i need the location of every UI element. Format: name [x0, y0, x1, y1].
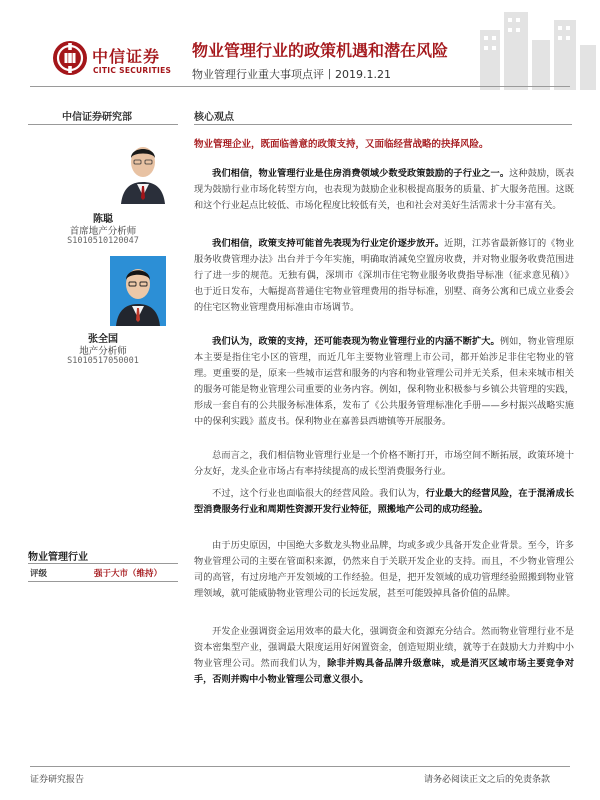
paragraph: [194, 486, 574, 518]
rating-bottom-divider: [28, 581, 178, 582]
paragraph: [194, 624, 574, 688]
paragraph: [194, 166, 574, 214]
analyst-role: 地产分析师: [79, 346, 127, 357]
paragraph-lead: 我们认为，政策的支持，还可能表现为物业管理行业的内涵不断扩大。: [212, 336, 500, 347]
paragraph: [194, 236, 574, 316]
research-dept-heading: 中信证券研究部: [62, 112, 132, 123]
report-header: [0, 0, 600, 100]
brand-name-cn: 中信证券: [92, 47, 161, 66]
building-pattern-icon: [470, 0, 600, 100]
paragraph-body: 近期，江苏省最新修订的《物业服务收费管理办法》出台并于今年实施，明确取消减免空置房收费，并对物业服务收费范围进行了进一步的规范。无独有偶，深圳市《深圳市住宅物业服务收费指导标准（征求意见稿）》也于近日发布，大幅提高普通住宅物业管理费用的指导标准，别墅、商务公寓和已成立业委会的住宅区物业管理费用标准由市场调节。: [194, 238, 575, 313]
left-heading-divider: [28, 124, 178, 125]
analyst-role: 首席地产分析师: [69, 226, 137, 237]
paragraph-lead: 我们相信，政策支持可能首先表现为行业定价逐步放开。: [212, 238, 445, 249]
analyst-license-id: S1010510120047: [67, 236, 139, 246]
footer-disclaimer: 请务必阅读正文之后的免责条款: [423, 775, 550, 785]
brand-name-en: CITIC SECURITIES: [93, 66, 172, 75]
paragraph-body: 总而言之，我们相信物业管理行业是一个价格不断打开，市场空间不断拓展，政策环境十分友好，龙头企业市场占有率持续提高的成长型消费服务行业。: [194, 450, 574, 477]
analyst-photo-chen: [115, 134, 171, 204]
report-subtitle: 物业管理行业重大事项点评丨2019.1.21: [192, 68, 391, 81]
paragraph-lead: 我们相信，物业管理行业是住房消费领域少数受政策鼓励的子行业之一。: [212, 168, 510, 179]
paragraph-body: 不过，这个行业也面临很大的经营风险。我们认为，: [212, 488, 426, 499]
report-title: 物业管理行业的政策机遇和潜在风险: [192, 41, 449, 60]
summary-statement: 物业管理企业，既面临善意的政策支持，又面临经营战略的抉择风险。: [194, 139, 489, 150]
rating-label: 评级: [30, 569, 48, 579]
analyst-license-id: S1010517050001: [67, 356, 139, 366]
rating-row: [28, 566, 178, 580]
rating-value: 强于大市（维持）: [94, 569, 163, 579]
footer-report-type: 证券研究报告: [30, 775, 85, 785]
paragraph-body: 例如，物业管理原本主要是指住宅小区的管理，而近几年主要物业管理上市公司，都开始涉足非住宅物业的管理。更重要的是，原来一些城市运营和服务的内容和物业管理公司并无关系，但未来城市相关的服务可能是物业管理公司重要的业务内容。例如，保利物业积极参与乡镇公共管理的实践，形成一套自有的公共服务标准体系，发布了《公共服务管理标准化手册——乡村振兴战略实施中的保利实践》蓝皮书。保利物业在嘉善县西塘镇等开展服务。: [194, 336, 575, 427]
industry-name: 物业管理行业: [28, 552, 88, 563]
analyst-photo-zhang: [110, 256, 166, 326]
analyst-name: 张全国: [88, 334, 118, 345]
paragraph-tail-bold: 行业最大的经营风险，在于混淆成长型消费服务行业和周期性资源开发行业特征，照搬地产公司的成功经验。: [194, 488, 575, 515]
analyst-name: 陈聪: [93, 214, 113, 225]
core-view-heading: 核心观点: [194, 112, 234, 123]
paragraph: [194, 538, 574, 602]
main-heading-divider: [194, 124, 572, 125]
paragraph-body: 开发企业强调资金运用效率的最大化，强调资金和资源充分结合。然而物业管理行业不是资本密集型产业，强调最大限度运用好闲置资金，创造短期业绩，就等于在鼓励大力并购中小物业管理公司。然而我们认为，: [194, 626, 574, 669]
rating-top-divider: [28, 563, 178, 564]
footer-divider: [30, 766, 570, 767]
paragraph-body: 这种鼓励，既表现为鼓励行业市场化转型方向，也表现为鼓励企业积极提高服务的质量、扩大服务范围。这既和这个行业起点比较低、市场化程度比较低有关，也和社会对美好生活需求十分丰富有关。: [194, 168, 575, 211]
paragraph-tail-bold: 除非并购具备品牌升级意味，或是消灭区域市场主要竞争对手，否则并购中小物业管理公司意义很小。: [194, 658, 575, 685]
paragraph: [194, 448, 574, 480]
citic-logo-icon: [52, 40, 88, 76]
header-divider: [30, 86, 570, 87]
paragraph-body: 由于历史原因，中国绝大多数龙头物业品牌，均或多或少具备开发企业背景。至今，许多物业管理公司的主要在管面积来源，仍然来自于关联开发企业的支持。而且，不少物业管理公司的高管，有过房地产开发领域的工作经验。但是，把开发领域的成功管理经验照搬到物业管理领域，就可能威胁物业管理公司的长远发展，甚至可能毁掉具备价值的品牌。: [194, 540, 574, 599]
paragraph: [194, 334, 574, 430]
